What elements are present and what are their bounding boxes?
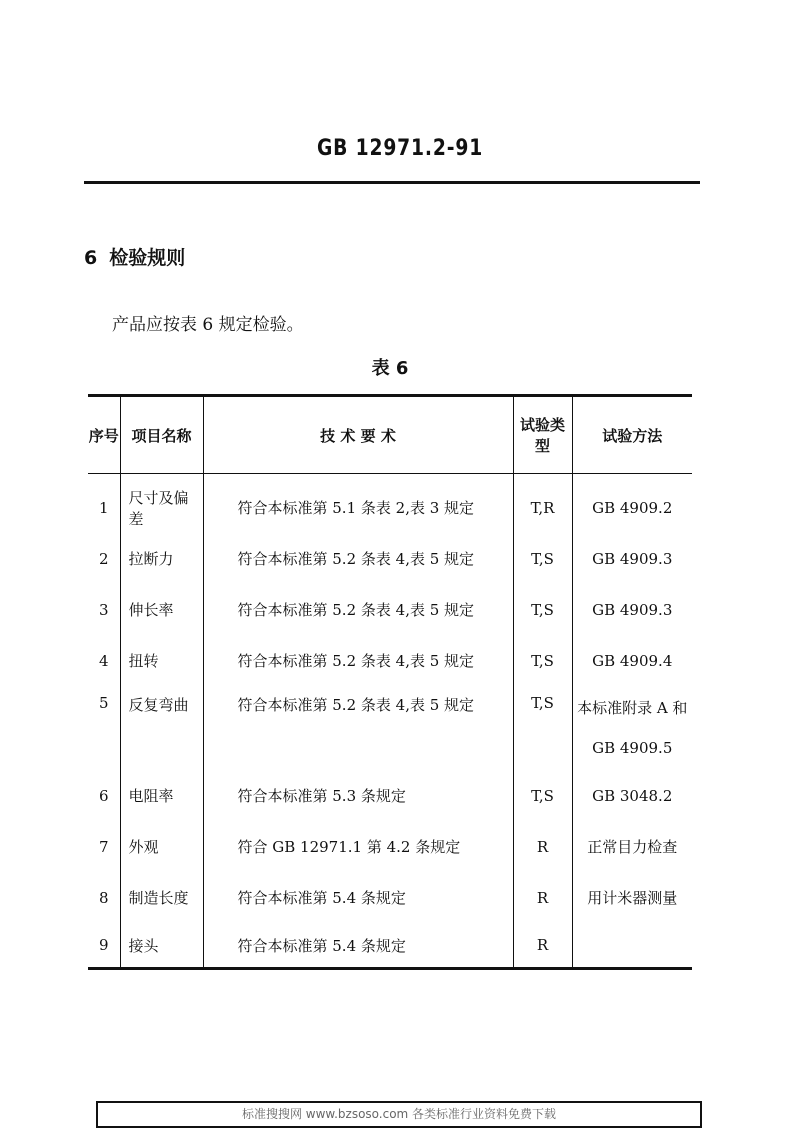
- standard-code: GB 12971.2-91: [316, 136, 484, 161]
- row-method: GB 3048.2: [572, 770, 692, 821]
- method-line: 本标准附录 A 和: [577, 699, 688, 717]
- row-item: 伸长率: [120, 584, 203, 635]
- row-test-type: R: [513, 821, 572, 872]
- row-requirement: 符合本标准第 5.2 条表 4,表 5 规定: [203, 686, 513, 770]
- row-method: 用计米器测量: [572, 872, 692, 923]
- header-method: 试验方法: [572, 396, 692, 474]
- row-test-type: T,S: [513, 770, 572, 821]
- row-no: 9: [98, 936, 109, 954]
- table-row: [88, 770, 692, 821]
- row-item: 反复弯曲: [120, 686, 203, 770]
- table-row: [88, 635, 692, 686]
- row-requirement: 符合 GB 12971.1 第 4.2 条规定: [203, 821, 513, 872]
- row-no: 5: [98, 694, 109, 712]
- table-caption: 表 6: [371, 358, 409, 379]
- row-method: 正常目力检查: [572, 821, 692, 872]
- row-test-type: R: [513, 923, 572, 969]
- row-requirement: 符合本标准第 5.3 条规定: [203, 770, 513, 821]
- row-test-type: T,S: [513, 635, 572, 686]
- row-no: 6: [98, 786, 109, 805]
- row-item: 尺寸及偏差: [120, 474, 203, 534]
- method-line: GB 4909.5: [592, 739, 673, 757]
- table-row: [88, 821, 692, 872]
- header-no: 序号: [88, 396, 120, 474]
- row-requirement: 符合本标准第 5.4 条规定: [203, 923, 513, 969]
- row-test-type: T,S: [513, 584, 572, 635]
- table-row: [88, 584, 692, 635]
- header-item: 项目名称: [120, 396, 203, 474]
- inspection-table: [88, 394, 692, 970]
- row-method: [572, 686, 692, 770]
- row-no: 8: [98, 888, 109, 907]
- row-item: 拉断力: [120, 533, 203, 584]
- row-method: GB 4909.4: [572, 635, 692, 686]
- row-method: GB 4909.3: [572, 584, 692, 635]
- row-no: 1: [98, 498, 109, 517]
- header-rule: [84, 181, 700, 184]
- row-item: 扭转: [120, 635, 203, 686]
- row-item: 电阻率: [120, 770, 203, 821]
- row-test-type: R: [513, 872, 572, 923]
- table-row: [88, 474, 692, 534]
- row-test-type: T,S: [513, 533, 572, 584]
- row-item: 外观: [120, 821, 203, 872]
- header-requirement: 技 术 要 术: [203, 396, 513, 474]
- row-item: 接头: [120, 923, 203, 969]
- row-requirement: 符合本标准第 5.2 条表 4,表 5 规定: [203, 635, 513, 686]
- row-no: 7: [98, 837, 109, 856]
- row-method: GB 4909.2: [572, 474, 692, 534]
- table-header-row: [88, 396, 692, 474]
- row-requirement: 符合本标准第 5.1 条表 2,表 3 规定: [203, 474, 513, 534]
- row-requirement: 符合本标准第 5.2 条表 4,表 5 规定: [203, 533, 513, 584]
- table-row: [88, 872, 692, 923]
- table-row: [88, 923, 692, 969]
- row-item: 制造长度: [120, 872, 203, 923]
- row-no: 3: [98, 600, 109, 619]
- section-title: 检验规则: [109, 247, 186, 269]
- row-requirement: 符合本标准第 5.4 条规定: [203, 872, 513, 923]
- intro-paragraph: 产品应按表 6 规定检验。: [112, 315, 304, 335]
- section-number: 6: [84, 247, 98, 269]
- section-heading: [84, 243, 185, 270]
- row-requirement: 符合本标准第 5.2 条表 4,表 5 规定: [203, 584, 513, 635]
- table-row: [88, 533, 692, 584]
- row-no: 4: [98, 651, 109, 670]
- row-method: GB 4909.3: [572, 533, 692, 584]
- row-test-type: T,S: [513, 686, 572, 770]
- footer-watermark: 标准搜搜网 www.bzsoso.com 各类标准行业资料免费下载: [96, 1101, 702, 1128]
- row-method: [572, 923, 692, 969]
- header-test-type: 试验类型: [513, 396, 572, 474]
- table-row: [88, 686, 692, 770]
- row-no: 2: [98, 549, 109, 568]
- row-test-type: T,R: [513, 474, 572, 534]
